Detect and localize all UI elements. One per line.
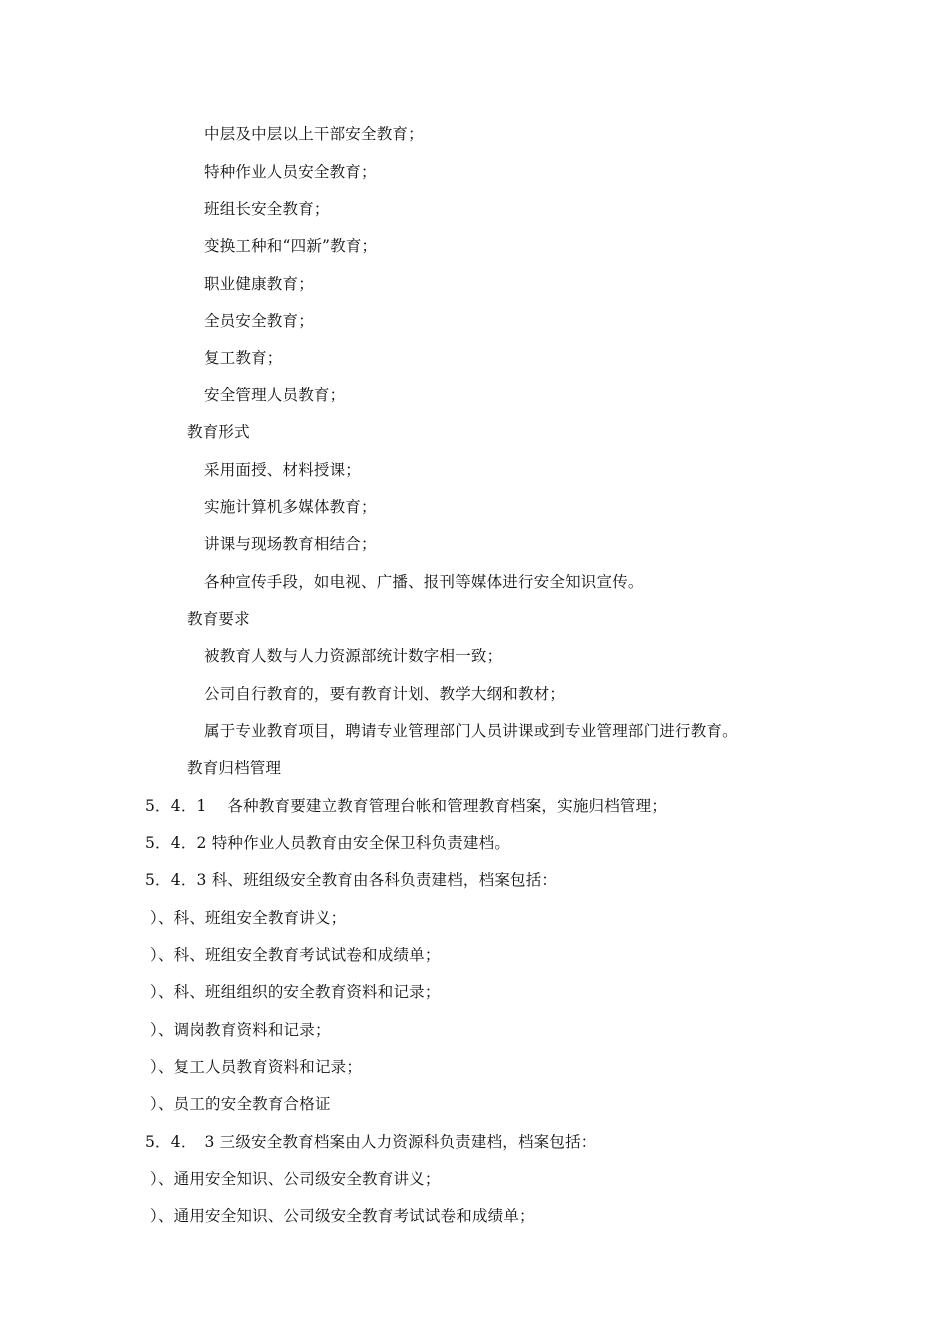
list-item: 采用面授、材料授课； — [204, 461, 362, 479]
list-item: 各种宣传手段，如电视、广播、报刊等媒体进行安全知识宣传。 — [204, 573, 644, 591]
list-item: ）、员工的安全教育合格证 — [150, 1095, 331, 1113]
list-item: 实施计算机多媒体教育； — [204, 498, 377, 516]
list-item: ）、科、班组安全教育讲义； — [150, 909, 347, 927]
list-item: ）、调岗教育资料和记录； — [150, 1021, 331, 1039]
list-item: 变换工种和“四新”教育； — [204, 237, 378, 255]
list-item: 复工教育； — [204, 349, 283, 367]
list-item: ）、科、班组安全教育考试试卷和成绩单； — [150, 946, 441, 964]
list-item: ）、通用安全知识、公司级安全教育考试试卷和成绩单； — [150, 1207, 535, 1225]
list-item: 职业健康教育； — [204, 275, 314, 293]
section-heading: 教育形式 — [187, 423, 250, 441]
list-item: 班组长安全教育； — [204, 200, 330, 218]
section-heading: 教育归档管理 — [187, 759, 282, 777]
list-item: 被教育人数与人力资源部统计数字相一致； — [204, 647, 503, 665]
numbered-clause: 5．4．1 各种教育要建立教育管理台帐和管理教育档案，实施归档管理； — [145, 797, 668, 815]
numbered-clause: 5．4．3 科、班组级安全教育由各科负责建档，档案包括： — [145, 871, 558, 889]
numbered-clause: 5．4． 3 三级安全教育档案由人力资源科负责建档，档案包括： — [145, 1133, 597, 1151]
list-item: ）、通用安全知识、公司级安全教育讲义； — [150, 1170, 441, 1188]
list-item: ）、科、班组组织的安全教育资料和记录； — [150, 983, 441, 1001]
list-item: 中层及中层以上干部安全教育； — [204, 125, 424, 143]
list-item: 公司自行教育的，要有教育计划、教学大纲和教材； — [204, 685, 566, 703]
list-item: 特种作业人员安全教育； — [204, 163, 377, 181]
list-item: ）、复工人员教育资料和记录； — [150, 1058, 363, 1076]
list-item: 讲课与现场教育相结合； — [204, 535, 377, 553]
list-item: 全员安全教育； — [204, 312, 314, 330]
list-item: 安全管理人员教育； — [204, 386, 346, 404]
section-heading: 教育要求 — [187, 610, 250, 628]
numbered-clause: 5．4．2 特种作业人员教育由安全保卫科负责建档。 — [145, 834, 511, 852]
list-item: 属于专业教育项目，聘请专业管理部门人员讲课或到专业管理部门进行教育。 — [204, 722, 738, 740]
